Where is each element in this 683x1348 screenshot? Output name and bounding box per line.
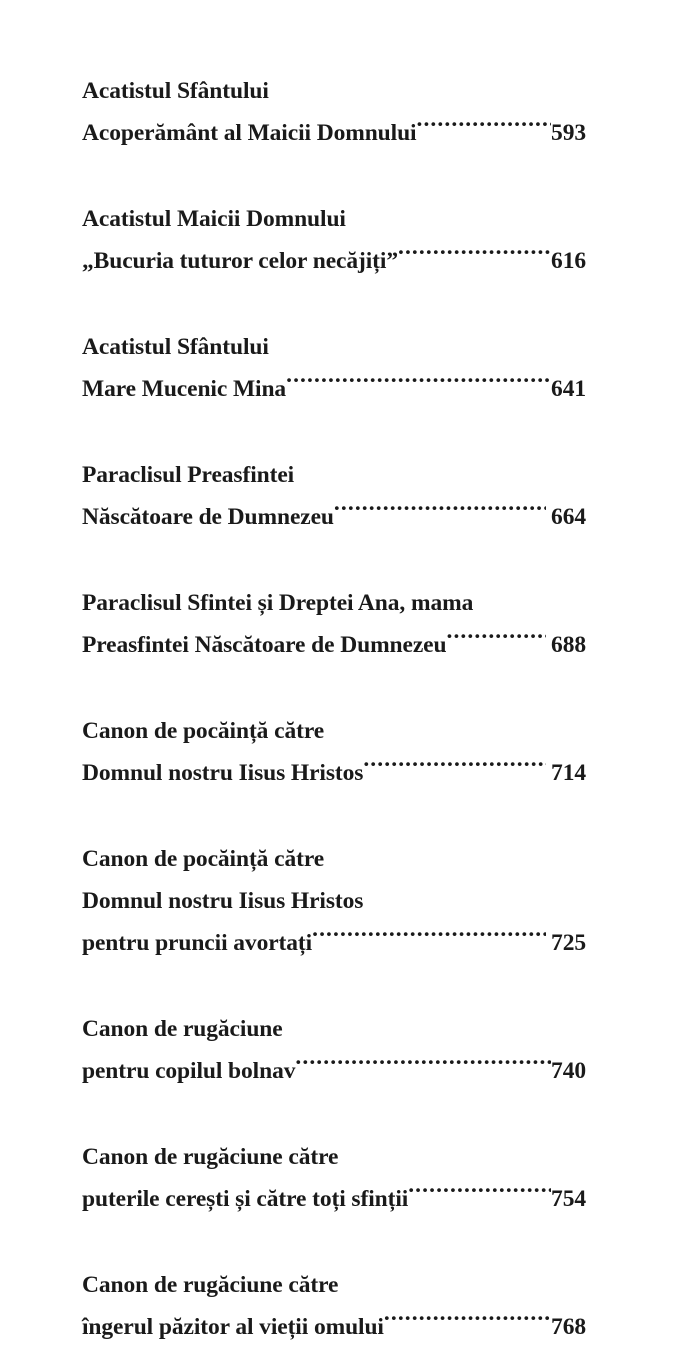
toc-entry-title: Canon de pocăință către (82, 718, 325, 744)
toc-entry-line (82, 710, 586, 752)
toc-dot-leader (334, 501, 546, 525)
toc-entry-line (82, 198, 586, 240)
toc-entry-line (82, 326, 586, 368)
toc-entry[interactable] (82, 1008, 586, 1092)
toc-entry[interactable] (82, 838, 586, 964)
toc-entry-line (82, 624, 586, 666)
toc-entry[interactable] (82, 454, 586, 538)
toc-entry-title: Mare Mucenic Mina (82, 376, 287, 402)
toc-entry-title: „Bucuria tuturor celor necăjiți” (82, 248, 398, 274)
toc-entry-line (82, 112, 586, 154)
toc-entry-line (82, 1136, 586, 1178)
toc-page-number[interactable]: 641 (551, 376, 586, 402)
toc-entry-line (82, 368, 586, 410)
toc-entry[interactable] (82, 198, 586, 282)
toc-dot-leader (295, 1055, 551, 1079)
toc-dot-leader (286, 373, 551, 397)
toc-entry-line (82, 880, 586, 922)
toc-entry-title: pentru pruncii avortați (82, 930, 313, 956)
toc-dot-leader (446, 629, 546, 653)
toc-entry-line (82, 922, 586, 964)
toc-entry-line (82, 582, 586, 624)
toc-page-number[interactable]: 714 (551, 760, 586, 786)
toc-entry-title: Canon de rugăciune către (82, 1144, 339, 1170)
toc-entry-title: Acoperământ al Maicii Domnului (82, 120, 417, 146)
toc-entry[interactable] (82, 1264, 586, 1348)
toc-entry-line (82, 1178, 586, 1220)
toc-page-number[interactable]: 616 (551, 248, 586, 274)
toc-dot-leader (398, 245, 551, 269)
toc-entry-line (82, 1008, 586, 1050)
toc-entry-line (82, 752, 586, 794)
toc-entry[interactable] (82, 326, 586, 410)
toc-entry-line (82, 496, 586, 538)
toc-page-number[interactable]: 754 (551, 1186, 586, 1212)
toc-page-number[interactable]: 664 (551, 504, 586, 530)
toc-entry-line (82, 838, 586, 880)
toc-entry-title: puterile cerești și către toți sfinții (82, 1186, 409, 1212)
toc-page-number[interactable]: 768 (551, 1314, 586, 1340)
toc-entry-title: Paraclisul Sfintei și Dreptei Ana, mama (82, 590, 474, 616)
toc-entry-title: Canon de pocăință către (82, 846, 325, 872)
toc-entry-title: Domnul nostru Iisus Hristos (82, 888, 364, 914)
toc-dot-leader (363, 757, 546, 781)
toc-dot-leader (408, 1183, 551, 1207)
toc-entry-title: Canon de rugăciune (82, 1016, 283, 1042)
toc-entry-title: Preasfintei Născătoare de Dumnezeu (82, 632, 447, 658)
table-of-contents (82, 70, 586, 1348)
toc-entry[interactable] (82, 710, 586, 794)
toc-page-number[interactable]: 725 (551, 930, 586, 956)
toc-entry-title: pentru copilul bolnav (82, 1058, 296, 1084)
toc-entry-line (82, 1050, 586, 1092)
toc-entry-title: Acatistul Sfântului (82, 78, 269, 104)
toc-entry-title: Acatistul Sfântului (82, 334, 269, 360)
toc-entry-title: îngerul păzitor al vieții omului (82, 1314, 384, 1340)
toc-entry[interactable] (82, 70, 586, 154)
toc-entry-line (82, 1306, 586, 1348)
toc-page-number[interactable]: 688 (551, 632, 586, 658)
toc-entry-title: Născătoare de Dumnezeu (82, 504, 334, 530)
toc-entry[interactable] (82, 1136, 586, 1220)
toc-entry-line (82, 70, 586, 112)
toc-entry-line (82, 1264, 586, 1306)
toc-dot-leader (384, 1311, 551, 1335)
toc-entry[interactable] (82, 582, 586, 666)
toc-entry-line (82, 240, 586, 282)
toc-entry-title: Domnul nostru Iisus Hristos (82, 760, 364, 786)
toc-page-number[interactable]: 593 (551, 120, 586, 146)
toc-dot-leader (416, 117, 551, 141)
toc-entry-title: Paraclisul Preasfintei (82, 462, 295, 488)
toc-entry-title: Acatistul Maicii Domnului (82, 206, 346, 232)
toc-page-number[interactable]: 740 (551, 1058, 586, 1084)
toc-entry-line (82, 454, 586, 496)
toc-dot-leader (312, 927, 546, 951)
toc-entry-title: Canon de rugăciune către (82, 1272, 339, 1298)
